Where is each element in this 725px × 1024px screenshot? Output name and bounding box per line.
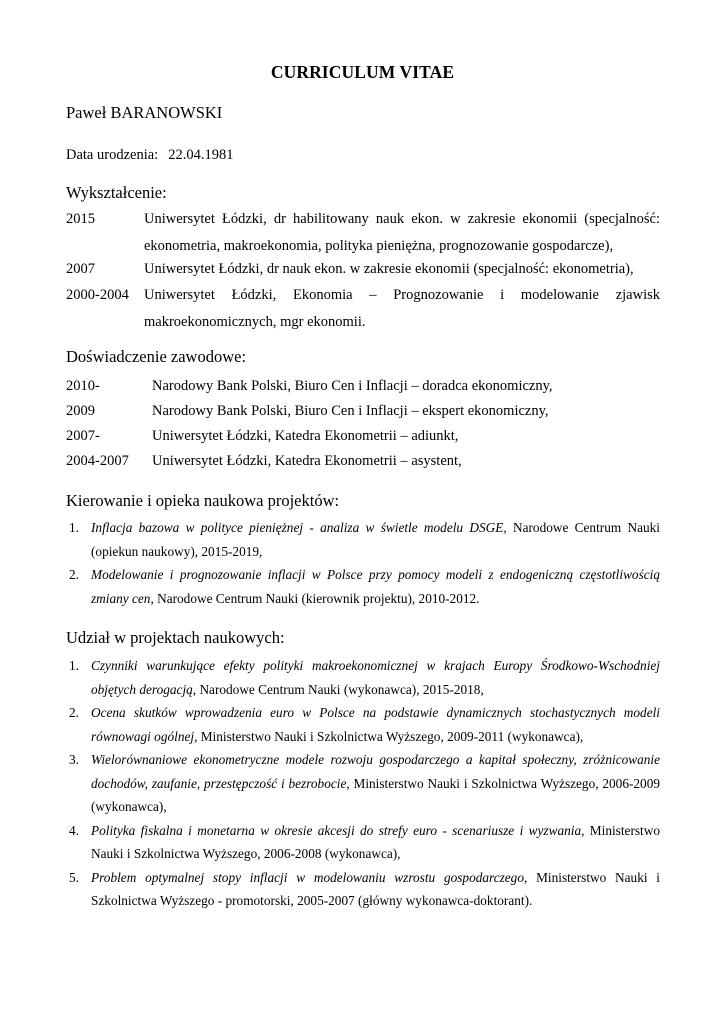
project-title: Ocena skutków wprowadzenia euro w Polsce na podstawie dynamicznych stochastycznych modeli równowagi ogólnej — [91, 705, 660, 744]
project-details: , Ministerstwo Nauki i Szkolnictwa Wyższego - promotorski, 2005-2007 (główny wykonawca-doktorant). — [91, 869, 660, 908]
project-details: , Narodowe Centrum Nauki (opiekun naukowy), 2015-2019, — [91, 520, 660, 559]
experience-entry — [66, 448, 660, 475]
list-item — [66, 866, 660, 913]
education-year: 2000-2004 — [66, 287, 129, 303]
item-number: 3. — [69, 752, 79, 767]
list-item — [66, 701, 660, 748]
list-item — [66, 516, 660, 563]
experience-entry — [66, 373, 660, 400]
list-item — [66, 748, 660, 819]
project-details: , Ministerstwo Nauki i Szkolnictwa Wyższego, 2006-2009 (wykonawca), — [91, 775, 660, 814]
experience-year: 2004-2007 — [66, 453, 129, 469]
experience-description: Uniwersytet Łódzki, Katedra Ekonometrii – asystent, — [152, 453, 462, 469]
item-number: 5. — [69, 869, 79, 885]
education-description: Uniwersytet Łódzki, Ekonomia – Prognozowanie i modelowanie zjawisk makroekonomicznych, mgr ekonomii. — [144, 287, 660, 330]
item-number: 1. — [69, 520, 79, 535]
education-description: Uniwersytet Łódzki, dr habilitowany nauk ekon. w zakresie ekonomii (specjalność: ekonometria, makroekonomia, polityka pieniężna, prognozowanie gospodarcze), — [144, 211, 660, 254]
education-year: 2015 — [66, 211, 95, 227]
project-title: Wielorównaniowe ekonometryczne modele rozwoju gospodarczego a kapitał społeczny, zróżnicowanie dochodów, zaufanie, przestępczość i bezrobocie — [91, 752, 660, 791]
project-details: , Narodowe Centrum Nauki (wykonawca), 2015-2018, — [192, 681, 484, 697]
education-description: Uniwersytet Łódzki, dr nauk ekon. w zakresie ekonomii (specjalność: ekonometria), — [144, 261, 634, 277]
project-details: , Ministerstwo Nauki i Szkolnictwa Wyższego, 2009-2011 (wykonawca), — [194, 728, 584, 744]
experience-description: Narodowy Bank Polski, Biuro Cen i Inflacji – ekspert ekonomiczny, — [152, 403, 549, 419]
birth-date-value: 22.04.1981 — [168, 147, 234, 163]
education-heading: Wykształcenie: — [66, 183, 167, 202]
project-title: Polityka fiskalna i monetarna w okresie akcesji do strefy euro - scenariusze i wyzwania — [91, 822, 582, 838]
education-entry — [66, 206, 660, 260]
list-item — [66, 563, 660, 610]
item-number: 2. — [69, 705, 79, 720]
participation-list — [66, 654, 660, 913]
experience-year: 2007- — [66, 428, 100, 444]
project-title: Modelowanie i prognozowanie inflacji w Polsce przy pomocy modeli z endogeniczną częstotliwością zmiany cen — [91, 567, 660, 606]
item-number: 4. — [69, 822, 79, 838]
item-number: 1. — [69, 658, 79, 673]
experience-year: 2010- — [66, 378, 100, 394]
list-item — [66, 819, 660, 866]
project-title: Czynniki warunkujące efekty polityki makroekonomicznej w krajach Europy Środkowo-Wschodniej objętych derogacją — [91, 658, 660, 697]
supervision-list — [66, 516, 660, 610]
experience-entry — [66, 423, 660, 450]
project-title: Problem optymalnej stopy inflacji w modelowaniu wzrostu gospodarczego — [91, 869, 524, 885]
person-name: Paweł BARANOWSKI — [66, 103, 223, 122]
experience-description: Uniwersytet Łódzki, Katedra Ekonometrii – adiunkt, — [152, 428, 459, 444]
document-title: CURRICULUM VITAE — [270, 62, 455, 82]
education-entry — [66, 256, 660, 283]
project-title: Inflacja bazowa w polityce pieniężnej - analiza w świetle modelu DSGE — [91, 520, 504, 535]
experience-heading: Doświadczenie zawodowe: — [66, 347, 247, 366]
experience-entry — [66, 398, 660, 425]
list-item — [66, 654, 660, 701]
education-year: 2007 — [66, 261, 95, 277]
supervision-heading: Kierowanie i opieka naukowa projektów: — [66, 491, 340, 510]
birth-date-line — [66, 147, 233, 164]
experience-year: 2009 — [66, 403, 95, 419]
education-entry — [66, 282, 660, 336]
project-details: , Narodowe Centrum Nauki (kierownik projektu), 2010-2012. — [150, 590, 480, 606]
participation-heading: Udział w projektach naukowych: — [66, 628, 285, 647]
item-number: 2. — [69, 567, 79, 582]
project-details: , Ministerstwo Nauki i Szkolnictwa Wyższego, 2006-2008 (wykonawca), — [91, 822, 660, 861]
birth-date-label: Data urodzenia: — [66, 147, 159, 163]
experience-description: Narodowy Bank Polski, Biuro Cen i Inflacji – doradca ekonomiczny, — [152, 378, 553, 394]
